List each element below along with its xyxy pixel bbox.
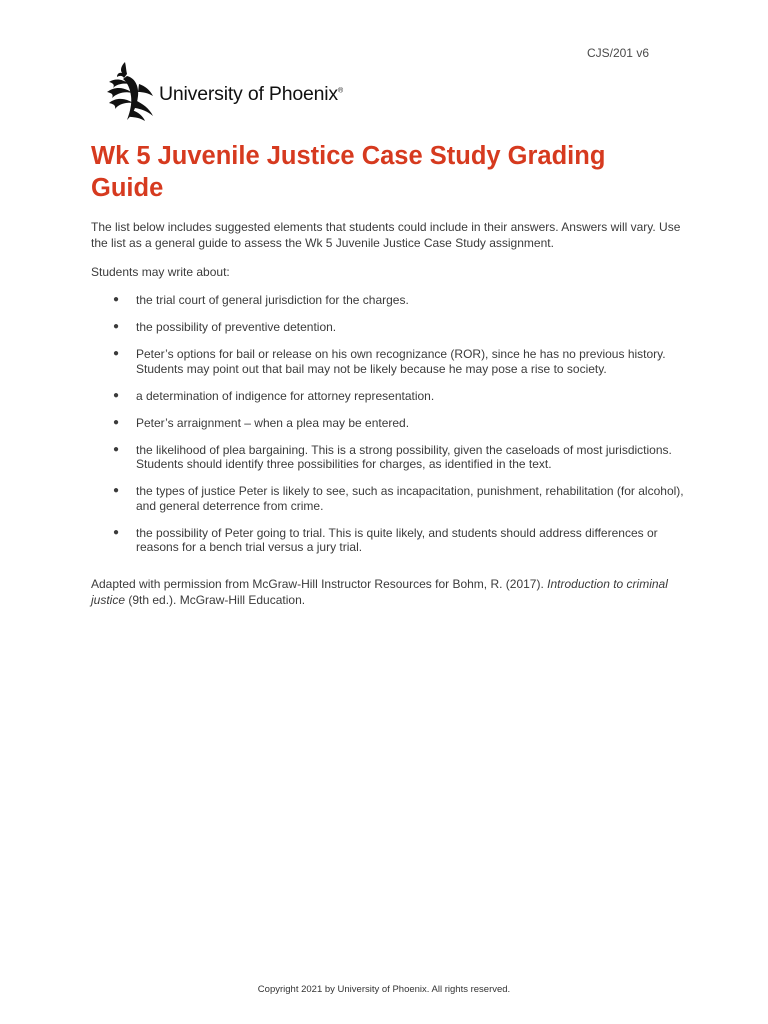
phoenix-bird-icon bbox=[105, 60, 157, 122]
course-code: CJS/201 v6 bbox=[586, 46, 649, 60]
list-lead: Students may write about: bbox=[91, 265, 230, 279]
bullet-icon: ● bbox=[113, 485, 120, 496]
list-item: ● Peter’s arraignment – when a plea may be entered. bbox=[113, 415, 410, 430]
bullet-icon: ● bbox=[113, 389, 120, 401]
list-item: ● a determination of indigence for attorney representation. bbox=[113, 388, 435, 403]
bullet-icon: ● bbox=[113, 526, 120, 538]
list-item: ● the possibility of Peter going to trial. This is quite likely, and students should address differences or reasons for a bench trial versus a jury trial. bbox=[113, 525, 658, 554]
copyright-footer: Copyright 2021 by University of Phoenix. All rights reserved. bbox=[257, 984, 511, 995]
source-credit: Adapted with permission from McGraw-Hill Instructor Resources for Bohm, R. (2017). Introduction to criminal justice (9th ed.). McGraw-Hill Education. bbox=[91, 577, 668, 607]
list-item: ● the trial court of general jurisdiction for the charges. bbox=[113, 293, 409, 307]
list-item: ● the possibility of preventive detention. bbox=[113, 320, 337, 334]
university-logo bbox=[105, 60, 343, 122]
page-title: Wk 5 Juvenile Justice Case Study Grading Guide bbox=[91, 142, 606, 202]
list-item: ● the likelihood of plea bargaining. This is a strong possibility, given the caseloads of most jurisdictions. Students should identify three possibilities for charges, as identified in the text. bbox=[113, 442, 672, 471]
list-item: ● Peter’s options for bail or release on his own recognizance (ROR), since he has no previous history. Students may point out that bail may not be likely because he may pose a rise to society. bbox=[113, 347, 666, 376]
intro-paragraph: The list below includes suggested elements that students could include in their answers. Answers will vary. Use the list as a general guide to assess the Wk 5 Juvenile Justice Case Study assignment. bbox=[91, 220, 681, 250]
book-title: Introduction to criminal justice bbox=[91, 577, 668, 607]
bullet-icon: ● bbox=[113, 294, 120, 305]
list-item: ● the types of justice Peter is likely to see, such as incapacitation, punishment, rehabilitation (for alcohol), and general deterrence from crime. bbox=[113, 484, 684, 513]
elements-list bbox=[91, 293, 691, 567]
bullet-icon: ● bbox=[113, 416, 120, 428]
bullet-icon: ● bbox=[113, 348, 120, 359]
bullet-icon: ● bbox=[113, 321, 120, 332]
logo-wordmark: University of Phoenix® bbox=[159, 82, 343, 105]
bullet-icon: ● bbox=[113, 443, 120, 455]
